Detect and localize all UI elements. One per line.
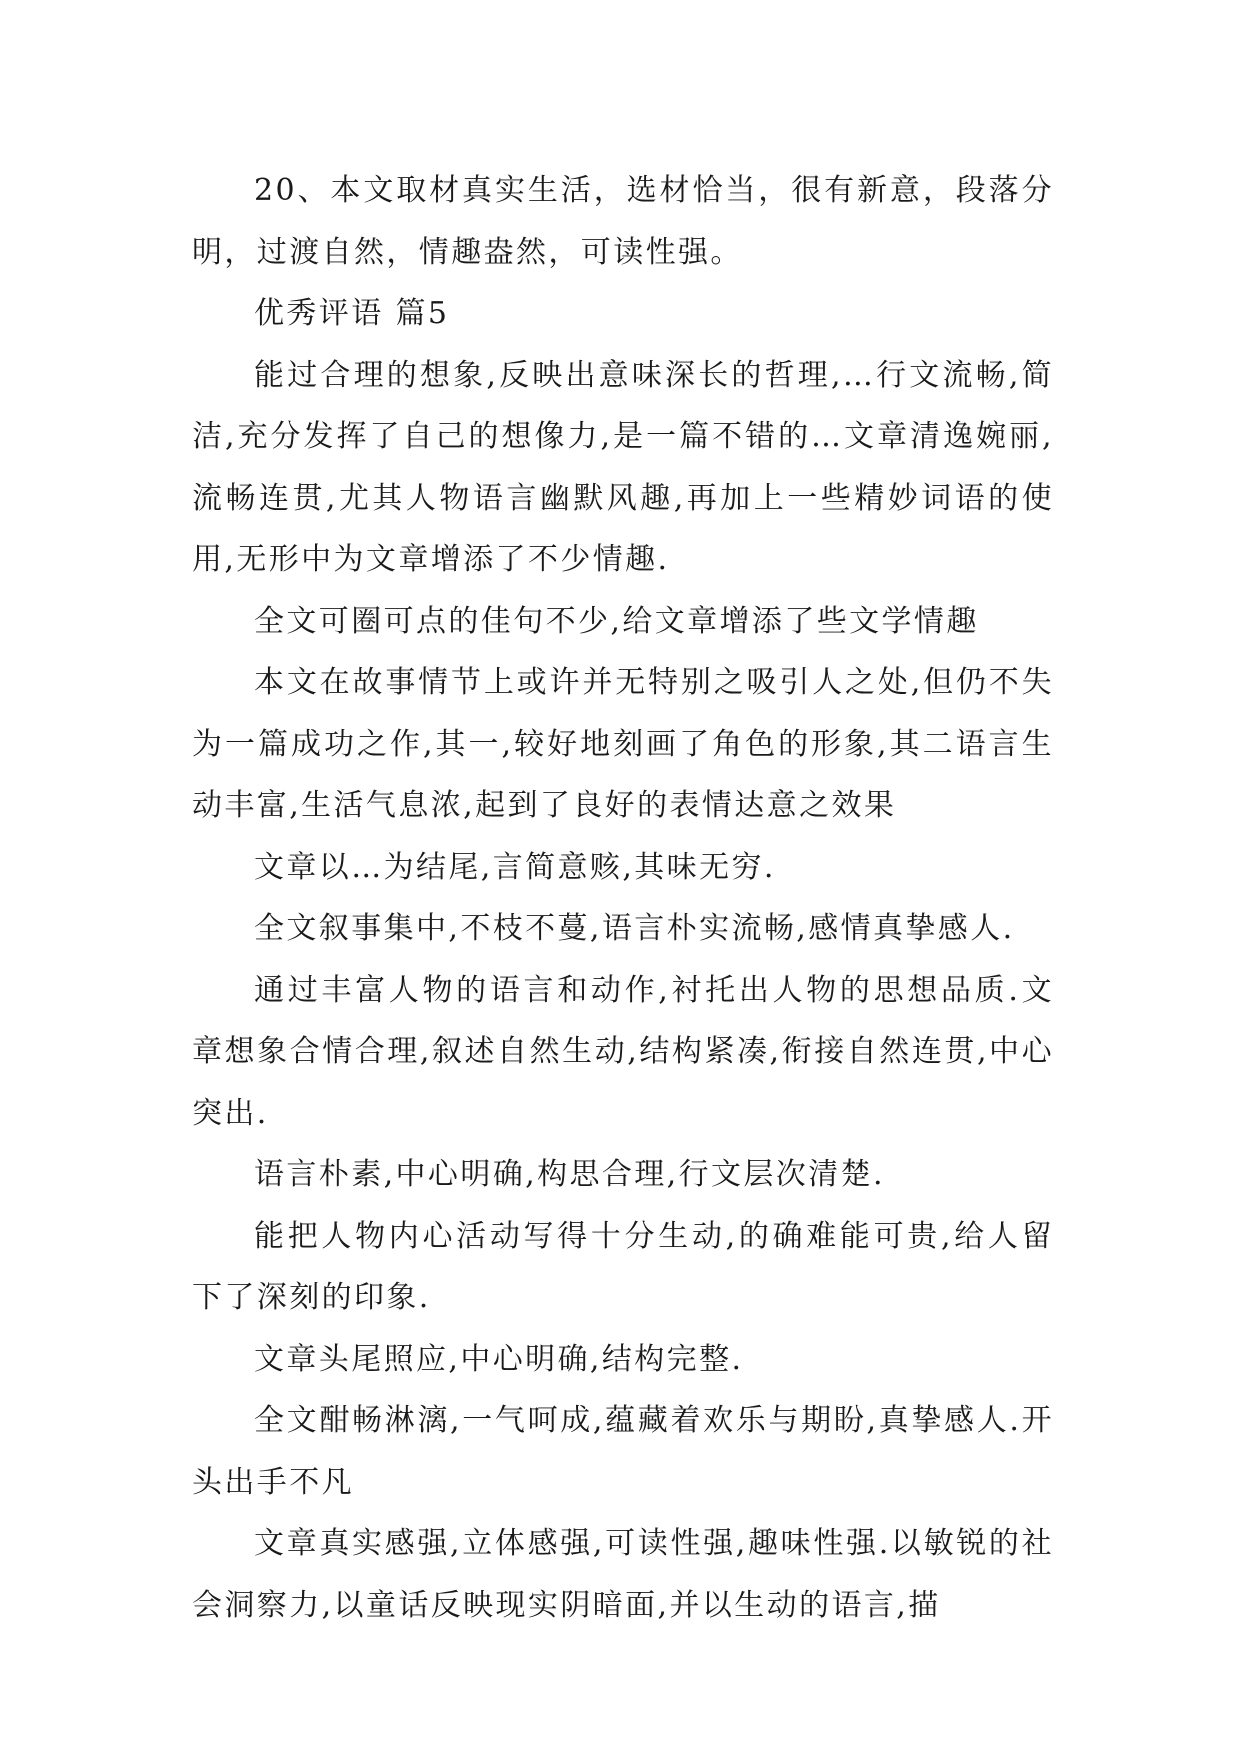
- paragraph-comment-20: 20、本文取材真实生活，选材恰当，很有新意，段落分明，过渡自然，情趣盎然，可读性强。: [192, 173, 1054, 270]
- paragraph: 全文叙事集中,不枝不蔓,语言朴实流畅,感情真挚感人.: [254, 911, 1015, 946]
- paragraph: 能把人物内心活动写得十分生动,的确难能可贵,给人留下了深刻的印象.: [192, 1218, 1054, 1315]
- paragraph: 全文酣畅淋漓,一气呵成,蕴藏着欢乐与期盼,真挚感人.开头出手不凡: [192, 1403, 1054, 1500]
- document-page: [192, 160, 1054, 1636]
- paragraph: 本文在故事情节上或许并无特别之吸引人之处,但仍不失为一篇成功之作,其一,较好地刻画了角色的形象,其二语言生动丰富,生活气息浓,起到了良好的表情达意之效果: [192, 665, 1054, 823]
- paragraph: 能过合理的想象,反映出意味深长的哲理,…行文流畅,简洁,充分发挥了自己的想像力,是一篇不错的…文章清逸婉丽,流畅连贯,尤其人物语言幽默风趣,再加上一些精妙词语的使用,无形中为文章增添了不少情趣.: [192, 357, 1054, 577]
- section-heading: 优秀评语 篇5: [254, 296, 450, 331]
- paragraph: 通过丰富人物的语言和动作,衬托出人物的思想品质.文章想象合情合理,叙述自然生动,结构紧凑,衔接自然连贯,中心突出.: [192, 972, 1054, 1131]
- paragraph: 文章以…为结尾,言简意赅,其味无穷.: [254, 849, 776, 885]
- paragraph: 文章头尾照应,中心明确,结构完整.: [254, 1341, 744, 1377]
- paragraph: 文章真实感强,立体感强,可读性强,趣味性强.以敏锐的社会洞察力,以童话反映现实阴暗面,并以生动的语言,描: [192, 1526, 1054, 1623]
- paragraph: 语言朴素,中心明确,构思合理,行文层次清楚.: [254, 1157, 885, 1192]
- paragraph: 全文可圈可点的佳句不少,给文章增添了些文学情趣: [254, 603, 979, 639]
